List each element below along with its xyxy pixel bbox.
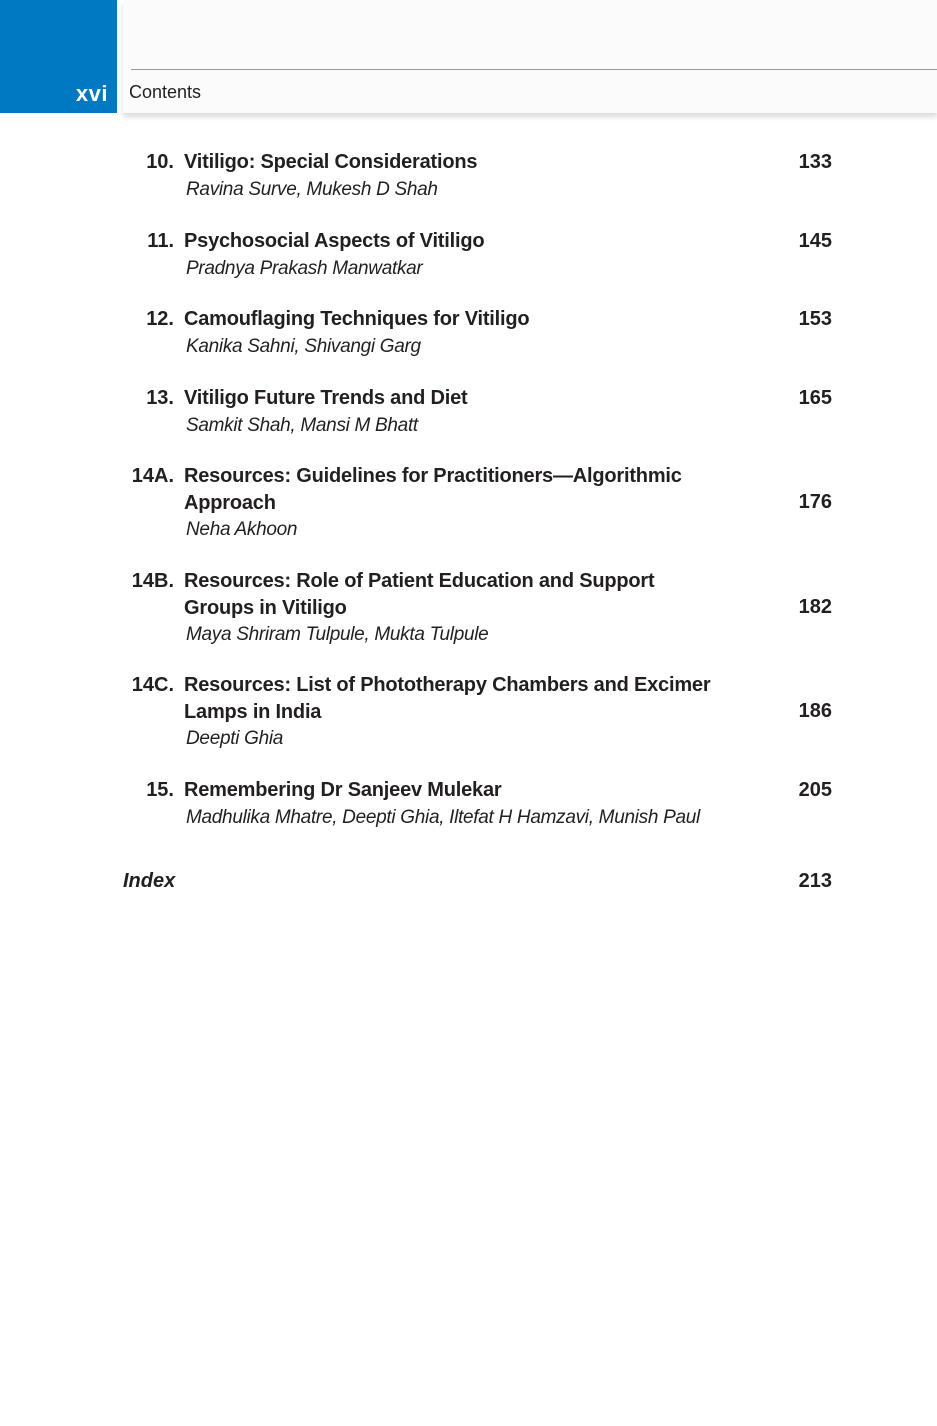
chapter-title[interactable]: Resources: List of Phototherapy Chambers and Excimer Lamps in India xyxy=(184,674,711,723)
running-title: Contents xyxy=(129,82,202,102)
index-link[interactable]: Index xyxy=(123,870,176,892)
chapter-number: 12. xyxy=(146,308,174,330)
chapter-title[interactable]: Resources: Role of Patient Education and Support Groups in Vitiligo xyxy=(184,570,655,619)
chapter-number: 10. xyxy=(146,151,174,173)
chapter-authors: Neha Akhoon xyxy=(186,519,298,540)
running-header-panel xyxy=(123,0,937,113)
chapter-title[interactable]: Resources: Guidelines for Practitioners—Algorithmic Approach xyxy=(184,465,682,514)
chapter-page[interactable]: 176 xyxy=(798,491,832,513)
page-number-tab xyxy=(0,0,117,113)
chapter-title[interactable]: Remembering Dr Sanjeev Mulekar xyxy=(184,779,502,801)
chapter-number: 14A. xyxy=(131,465,174,487)
page-number: xvi xyxy=(75,81,108,106)
header-divider xyxy=(131,69,937,70)
chapter-authors: Kanika Sahni, Shivangi Garg xyxy=(186,336,421,357)
chapter-page[interactable]: 205 xyxy=(798,779,832,801)
chapter-page[interactable]: 145 xyxy=(798,230,832,252)
chapter-title[interactable]: Psychosocial Aspects of Vitiligo xyxy=(184,230,485,252)
chapter-number: 14C. xyxy=(131,674,174,696)
chapter-authors: Pradnya Prakash Manwatkar xyxy=(186,258,423,279)
chapter-number: 14B. xyxy=(131,570,174,592)
chapter-page[interactable]: 133 xyxy=(798,151,832,173)
chapter-authors: Samkit Shah, Mansi M Bhatt xyxy=(186,415,418,436)
chapter-page[interactable]: 182 xyxy=(798,596,832,618)
chapter-title[interactable]: Camouflaging Techniques for Vitiligo xyxy=(184,308,530,330)
chapter-title[interactable]: Vitiligo Future Trends and Diet xyxy=(184,387,468,409)
chapter-page[interactable]: 186 xyxy=(798,700,832,722)
chapter-authors: Madhulika Mhatre, Deepti Ghia, Iltefat H Hamzavi, Munish Paul xyxy=(186,807,700,828)
chapter-number: 15. xyxy=(146,779,174,801)
page-header xyxy=(0,0,937,113)
chapter-authors: Ravina Surve, Mukesh D Shah xyxy=(186,179,438,200)
chapter-number: 13. xyxy=(146,387,174,409)
chapter-page[interactable]: 153 xyxy=(798,308,832,330)
chapter-authors: Deepti Ghia xyxy=(186,728,284,749)
chapter-title[interactable]: Vitiligo: Special Considerations xyxy=(184,151,478,173)
chapter-authors: Maya Shriram Tulpule, Mukta Tulpule xyxy=(186,624,489,645)
index-page[interactable]: 213 xyxy=(798,870,832,892)
chapter-number: 11. xyxy=(147,230,174,252)
chapter-page[interactable]: 165 xyxy=(798,387,832,409)
